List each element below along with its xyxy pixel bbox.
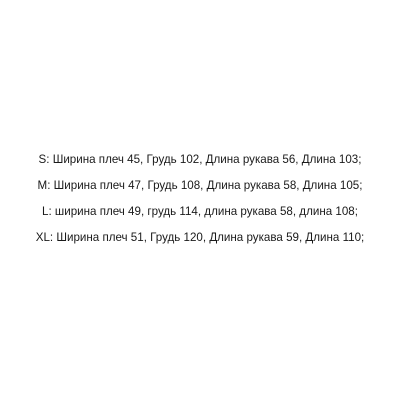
size-chart bbox=[0, 153, 400, 257]
size-line-m: M: Ширина плеч 47, Грудь 108, Длина рукава 58, Длина 105; bbox=[37, 179, 363, 192]
size-line-s: S: Ширина плеч 45, Грудь 102, Длина рукава 56, Длина 103; bbox=[38, 153, 362, 166]
size-line-l: L: ширина плеч 49, грудь 114, длина рукава 58, длина 108; bbox=[42, 205, 358, 218]
size-line-xl: XL: Ширина плеч 51, Грудь 120, Длина рукава 59, Длина 110; bbox=[35, 231, 365, 244]
